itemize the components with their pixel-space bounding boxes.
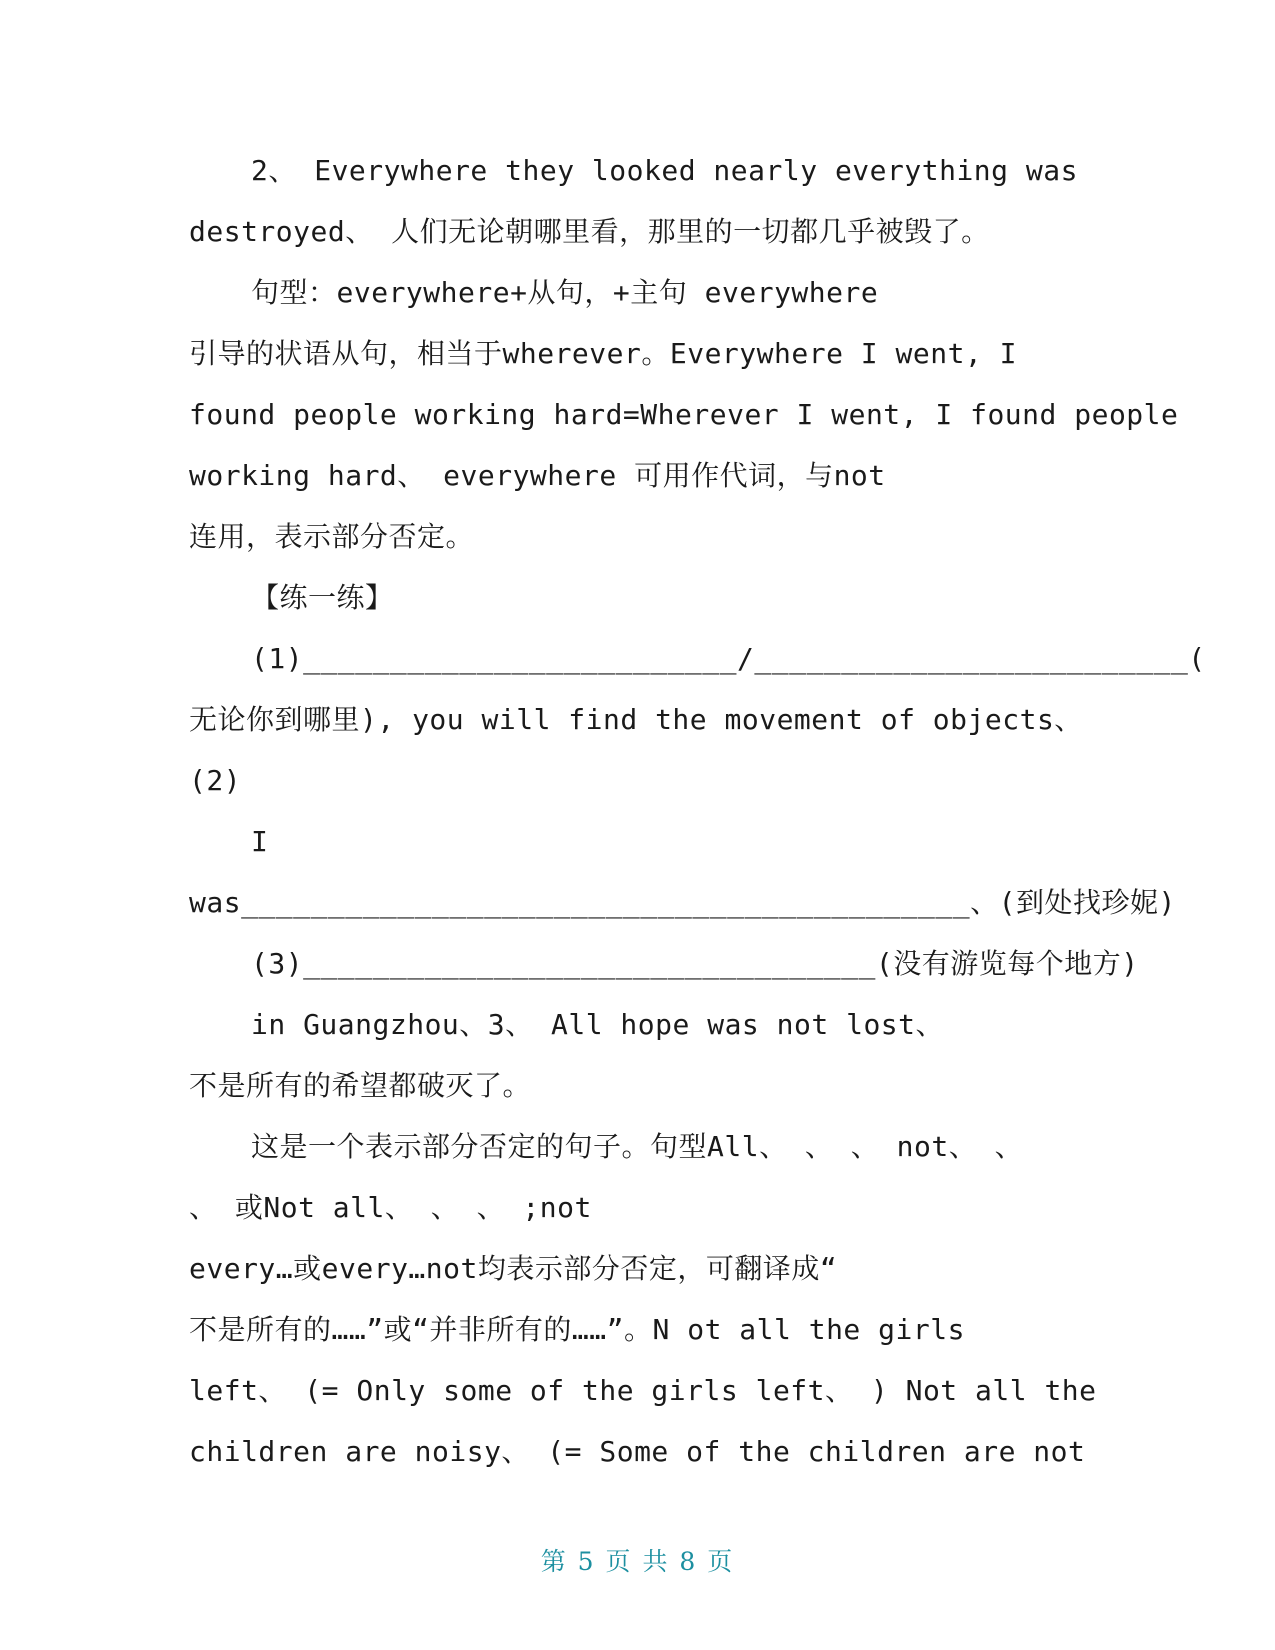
text-line: working hard、 everywhere 可用作代词，与not — [189, 459, 886, 492]
exercise-item-3-blank: (3)_________________________________(没有游览每个地方) — [251, 947, 1139, 980]
text-line: destroyed、 人们无论朝哪里看，那里的一切都几乎被毁了。 — [189, 215, 990, 248]
text-line: 连用，表示部分否定。 — [189, 520, 475, 553]
text-line: 这是一个表示部分否定的句子。句型All、 、 、 not、 、 — [251, 1130, 1024, 1163]
text-line: 无论你到哪里), you will find the movement of objects、 — [189, 703, 1083, 736]
text-line: left、 (= Only some of the girls left、 ) Not all the — [189, 1374, 1097, 1407]
text-line: every…或every…not均表示部分否定，可翻译成“ — [189, 1252, 838, 1285]
text-line: in Guangzhou、3、 All hope was not lost、 — [251, 1008, 945, 1041]
text-line: I — [251, 825, 269, 858]
document-body — [189, 140, 1206, 1482]
exercise-item-2-number: (2) — [189, 764, 242, 797]
text-line: 引导的状语从句，相当于wherever。Everywhere I went, I — [189, 337, 1018, 370]
page-footer: 第 5 页 共 8 页 — [540, 1547, 735, 1576]
exercise-item-2-blank: was__________________________________________、(到处找珍妮) — [189, 886, 1176, 919]
text-line: 句型：everywhere+从句，+主句 everywhere — [251, 276, 879, 309]
exercise-heading: 【练一练】 — [251, 581, 394, 614]
text-line: 不是所有的希望都破灭了。 — [189, 1069, 532, 1102]
exercise-item-1-blank: (1)_________________________/_________________________( — [251, 642, 1206, 675]
text-line: 不是所有的……”或“并非所有的……”。N ot all the girls — [189, 1313, 965, 1346]
text-line: 、 或Not all、 、 、 ;not — [189, 1191, 592, 1224]
text-line: found people working hard=Wherever I went, I found people — [189, 398, 1179, 431]
text-line: 2、 Everywhere they looked nearly everything was — [251, 154, 1078, 187]
text-line: children are noisy、 (= Some of the children are not — [189, 1435, 1086, 1468]
